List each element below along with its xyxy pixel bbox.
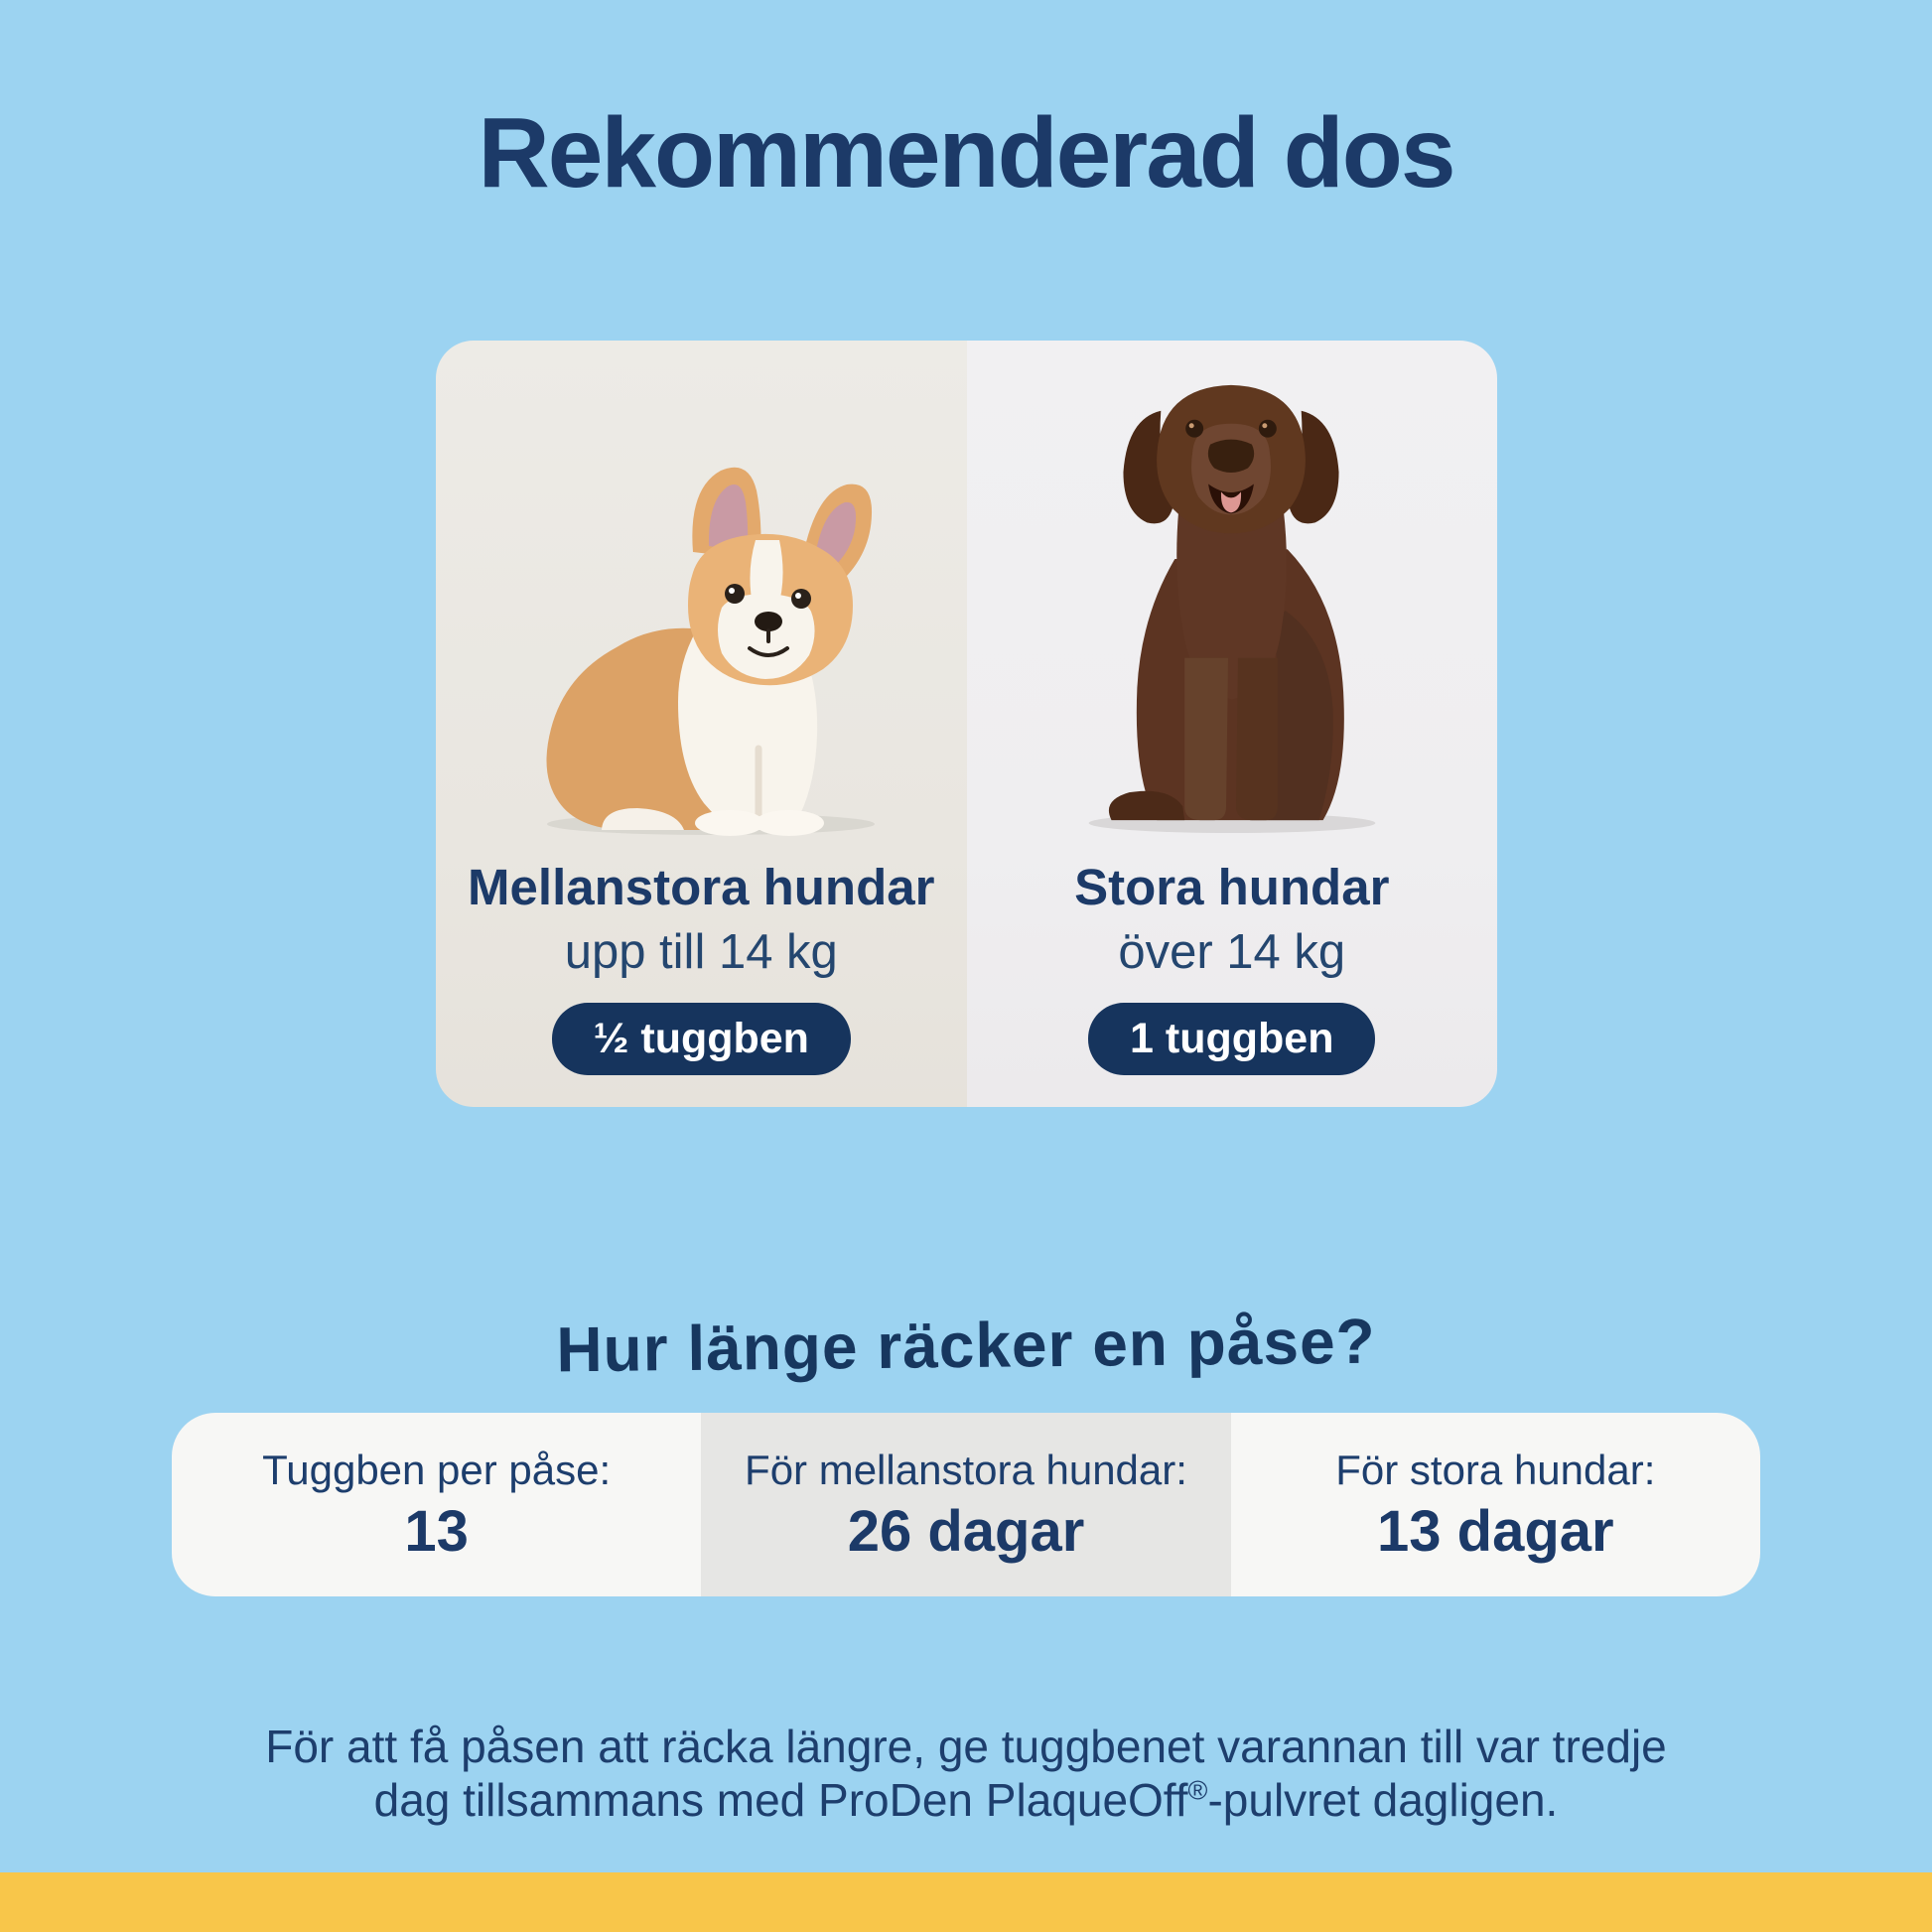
footnote-text: [0, 1720, 1932, 1827]
per-bag-label: Tuggben per påse:: [262, 1446, 612, 1493]
duration-heading: Hur länge räcker en påse?: [555, 1305, 1377, 1386]
medium-days-value: 26 dagar: [847, 1498, 1085, 1564]
large-dogs-panel: [967, 341, 1498, 1107]
medium-dogs-label: Mellanstora hundar: [468, 859, 935, 916]
footnote-line1: För att få påsen att räcka längre, ge tuggbenet varannan till var tredje: [265, 1721, 1667, 1772]
table-col-large-dogs: [1231, 1413, 1760, 1596]
per-bag-value: 13: [404, 1498, 469, 1564]
large-dogs-weight: över 14 kg: [1118, 925, 1346, 980]
labrador-illustration: [1083, 361, 1381, 836]
medium-days-label: För mellanstora hundar:: [745, 1446, 1187, 1493]
large-dogs-label: Stora hundar: [1074, 859, 1390, 916]
dose-card: [436, 341, 1497, 1107]
footnote-line2-pre: dag tillsammans med ProDen PlaqueOff: [373, 1774, 1188, 1826]
footnote-line2-post: -pulvret dagligen.: [1207, 1774, 1559, 1826]
large-dose-badge: 1 tuggben: [1088, 1003, 1375, 1075]
duration-table: [172, 1413, 1760, 1596]
table-col-medium-dogs: [701, 1413, 1230, 1596]
medium-dose-badge: ½ tuggben: [552, 1003, 851, 1075]
medium-dogs-weight: upp till 14 kg: [564, 925, 838, 980]
corgi-illustration: [507, 459, 895, 836]
table-col-per-bag: [172, 1413, 701, 1596]
large-days-label: För stora hundar:: [1335, 1446, 1656, 1493]
medium-dogs-panel: [436, 341, 967, 1107]
footer-accent-bar: [0, 1872, 1932, 1932]
page-title: Rekommenderad dos: [478, 97, 1454, 208]
large-days-value: 13 dagar: [1377, 1498, 1614, 1564]
registered-trademark-symbol: ®: [1187, 1775, 1208, 1806]
